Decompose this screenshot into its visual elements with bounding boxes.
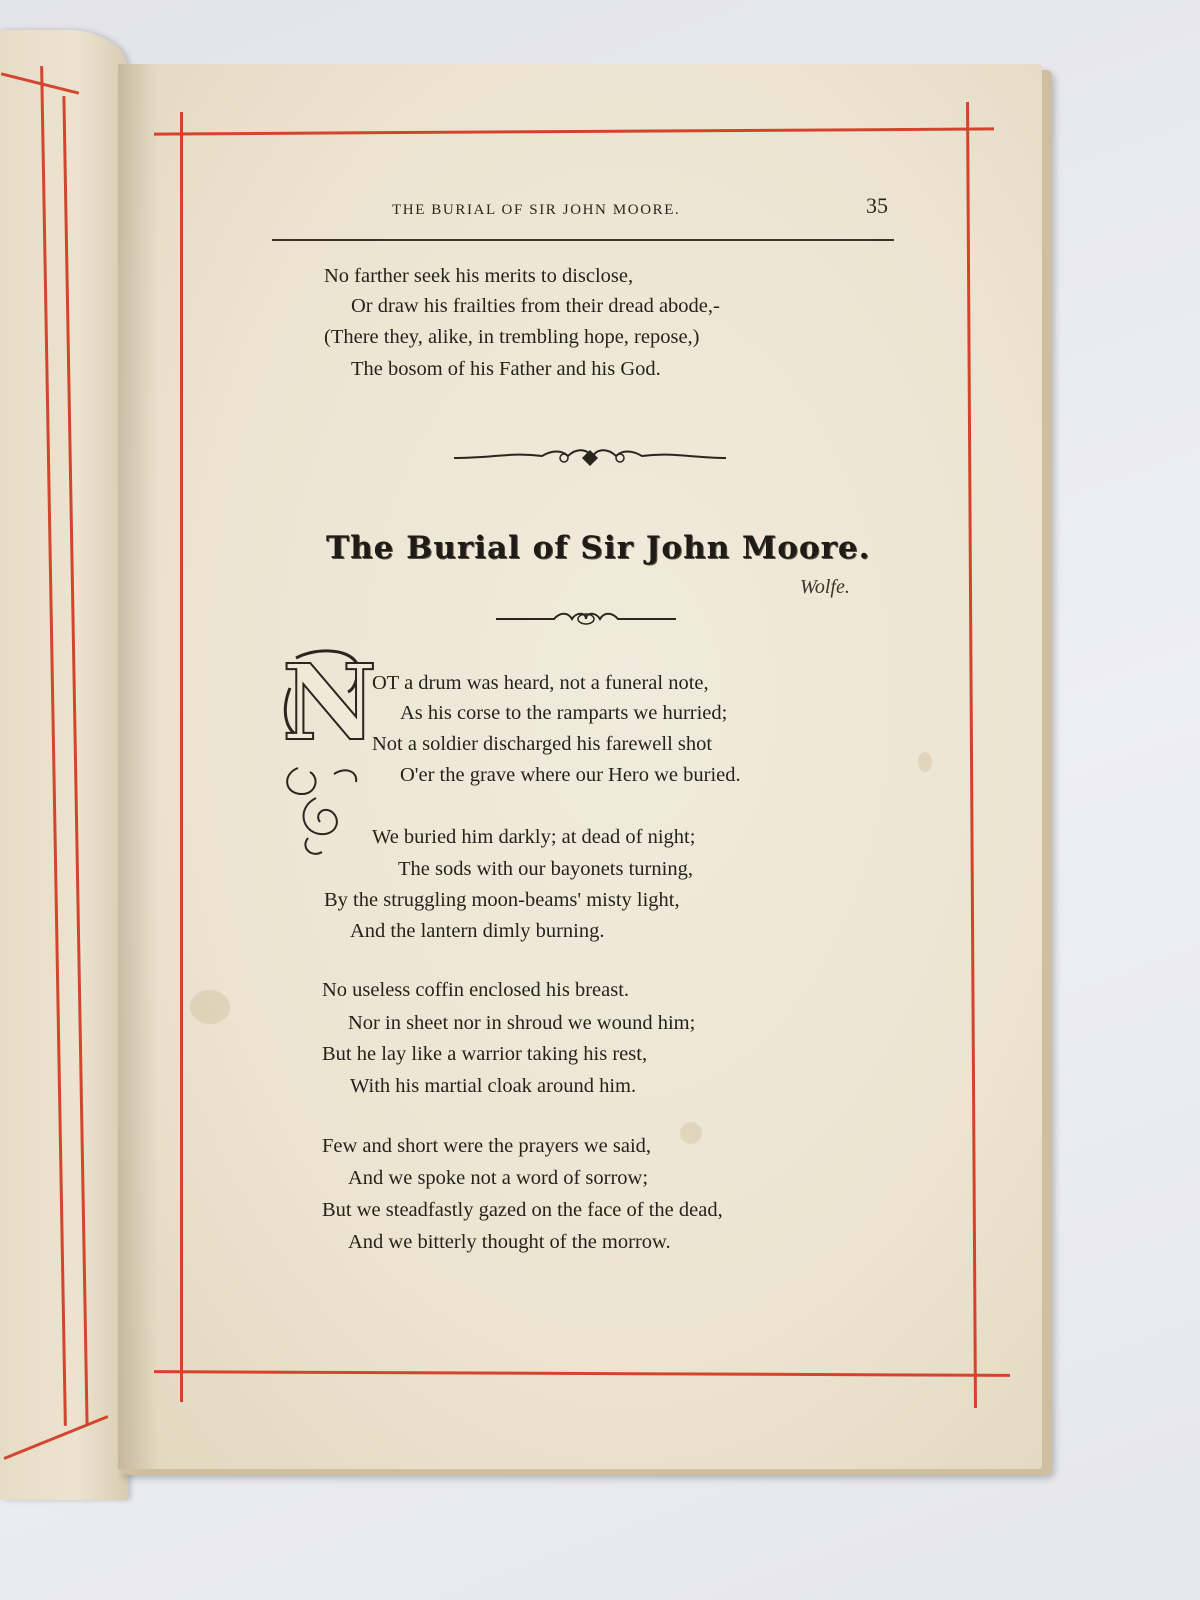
verse-line: Nor in sheet nor in shroud we wound him; — [348, 1012, 696, 1034]
verse-line: And we spoke not a word of sorrow; — [348, 1167, 649, 1189]
page-gutter-shadow — [118, 64, 158, 1469]
dropcap-initial — [276, 641, 378, 858]
running-head-title: THE BURIAL OF SIR JOHN MOORE. — [392, 202, 681, 218]
verse-line: O'er the grave where our Hero we buried. — [400, 764, 741, 786]
page-number: 35 — [866, 193, 888, 218]
verse-line: OT a drum was heard, not a funeral note, — [372, 672, 709, 694]
paper-stain — [190, 990, 230, 1024]
verse-line: Or draw his frailties from their dread abode,- — [351, 295, 720, 317]
border-rule-left — [180, 112, 183, 1402]
verse-line: With his martial cloak around him. — [350, 1075, 637, 1097]
verse-line: (There they, alike, in trembling hope, repose,) — [324, 326, 700, 348]
ornamental-divider — [494, 608, 678, 630]
dropcap-letter: N — [282, 641, 378, 764]
paper-stain — [918, 752, 932, 772]
verse-line: No useless coffin enclosed his breast. — [322, 979, 630, 1001]
verse-line: And we bitterly thought of the morrow. — [348, 1231, 671, 1253]
verse-line: We buried him darkly; at dead of night; — [372, 826, 696, 848]
poem-title: The Burial of Sir John Moore. — [326, 530, 871, 566]
verse-line: No farther seek his merits to disclose, — [324, 265, 634, 287]
verse-line: But he lay like a warrior taking his rest, — [322, 1043, 648, 1065]
poem-author: Wolfe. — [800, 576, 850, 598]
verse-line: Few and short were the prayers we said, — [322, 1135, 652, 1157]
verse-line: The sods with our bayonets turning, — [398, 858, 693, 880]
verse-line: The bosom of his Father and his God. — [351, 358, 661, 380]
verse-line: And the lantern dimly burning. — [350, 920, 605, 942]
verse-line: Not a soldier discharged his farewell shot — [372, 733, 713, 755]
verse-line: As his corse to the ramparts we hurried; — [400, 702, 728, 724]
paper-stain — [680, 1122, 702, 1144]
header-rule — [272, 239, 894, 241]
ornamental-divider — [452, 444, 728, 472]
verse-line: But we steadfastly gazed on the face of the dead, — [322, 1199, 723, 1221]
verse-line: By the struggling moon-beams' misty light, — [324, 889, 680, 911]
